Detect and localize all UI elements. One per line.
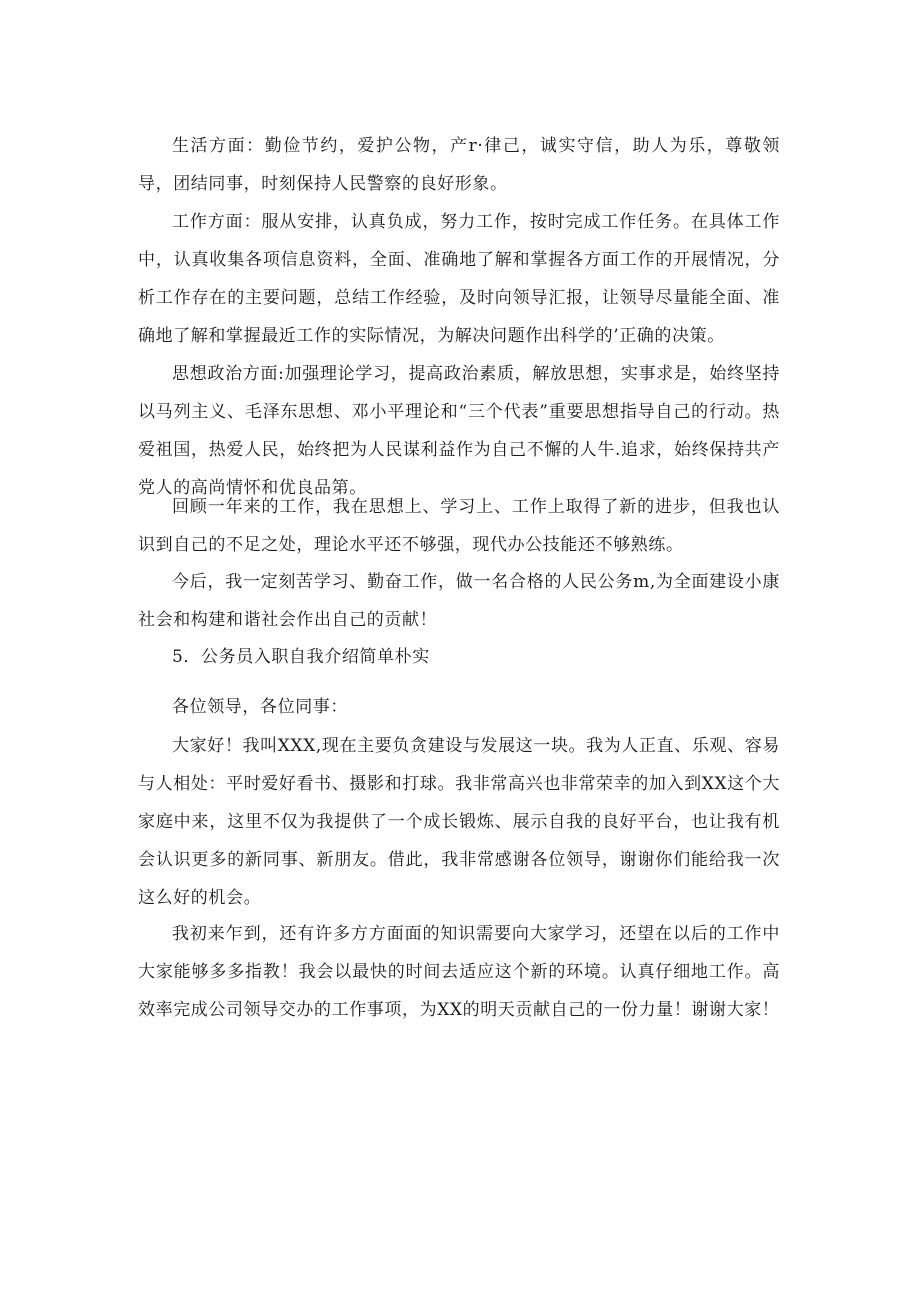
salutation: 各位领导，各位同事： (172, 697, 348, 717)
paragraph-politics: 思想政治方面:加强理论学习，提高政治素质，解放思想，实事求是，始终坚持以马列主义、毛泽东思想、邓小平理论和“三个代表”重要思想指导自己的行动。热爱祖国，热爱人民，始终把为人民谋利益作为自己不懈的人牛.追求，始终保持共产党人的高尚情怀和优良品第。 (138, 364, 780, 498)
section-heading: 5．公务员入职自我介绍简单朴实 (172, 647, 430, 667)
paragraph-future: 今后，我一定刻苦学习、勤奋工作，做一名合格的人民公务m,为全面建设小康社会和构建和谐社会作出自己的贡献！ (138, 572, 780, 630)
paragraph-closing: 我初来乍到，还有许多方方面面的知识需要向大家学习，还望在以后的工作中大家能够多多指教！我会以最快的时间去适应这个新的环境。认真仔细地工作。高效率完成公司领导交办的工作事项，为XX的明天贡献自己的一份力量！谢谢大家！ (138, 924, 780, 1020)
paragraph-life: 生活方面：勤俭节约，爱护公物，产r·律己，诚实守信，助人为乐，尊敬领导，团结同事，时刻保持人民警察的良好形象。 (138, 136, 780, 194)
paragraph-intro: 大家好！我叫XXX,现在主要负贪建设与发展这一块。我为人正直、乐观、容易与人相处：平时爱好看书、摄影和打球。我非常高兴也非常荣幸的加入到XX这个大家庭中来，这里不仅为我提供了一个成长锻炼、展示自我的良好平台，也让我有机会认识更多的新同事、新朋友。借此，我非常感谢各位领导，谢谢你们能给我一次这么好的机会。 (138, 736, 780, 908)
paragraph-review: 回顾一年来的工作，我在思想上、学习上、工作上取得了新的进步，但我也认识到自己的不足之处，理论水平还不够强，现代办公技能还不够熟练。 (138, 497, 780, 555)
paragraph-work: 工作方面：服从安排，认真负成，努力工作，按时完成工作任务。在具体工作中，认真收集各项信息资料，全面、准确地了解和掌握各方面工作的开展情况，分析工作存在的主要问题，总结工作经验，及时向领导汇报，让领导尽量能全面、准确地了解和掌握最近工作的实际情况，为解决问题作出科学的’正确的决策。 (138, 212, 780, 346)
